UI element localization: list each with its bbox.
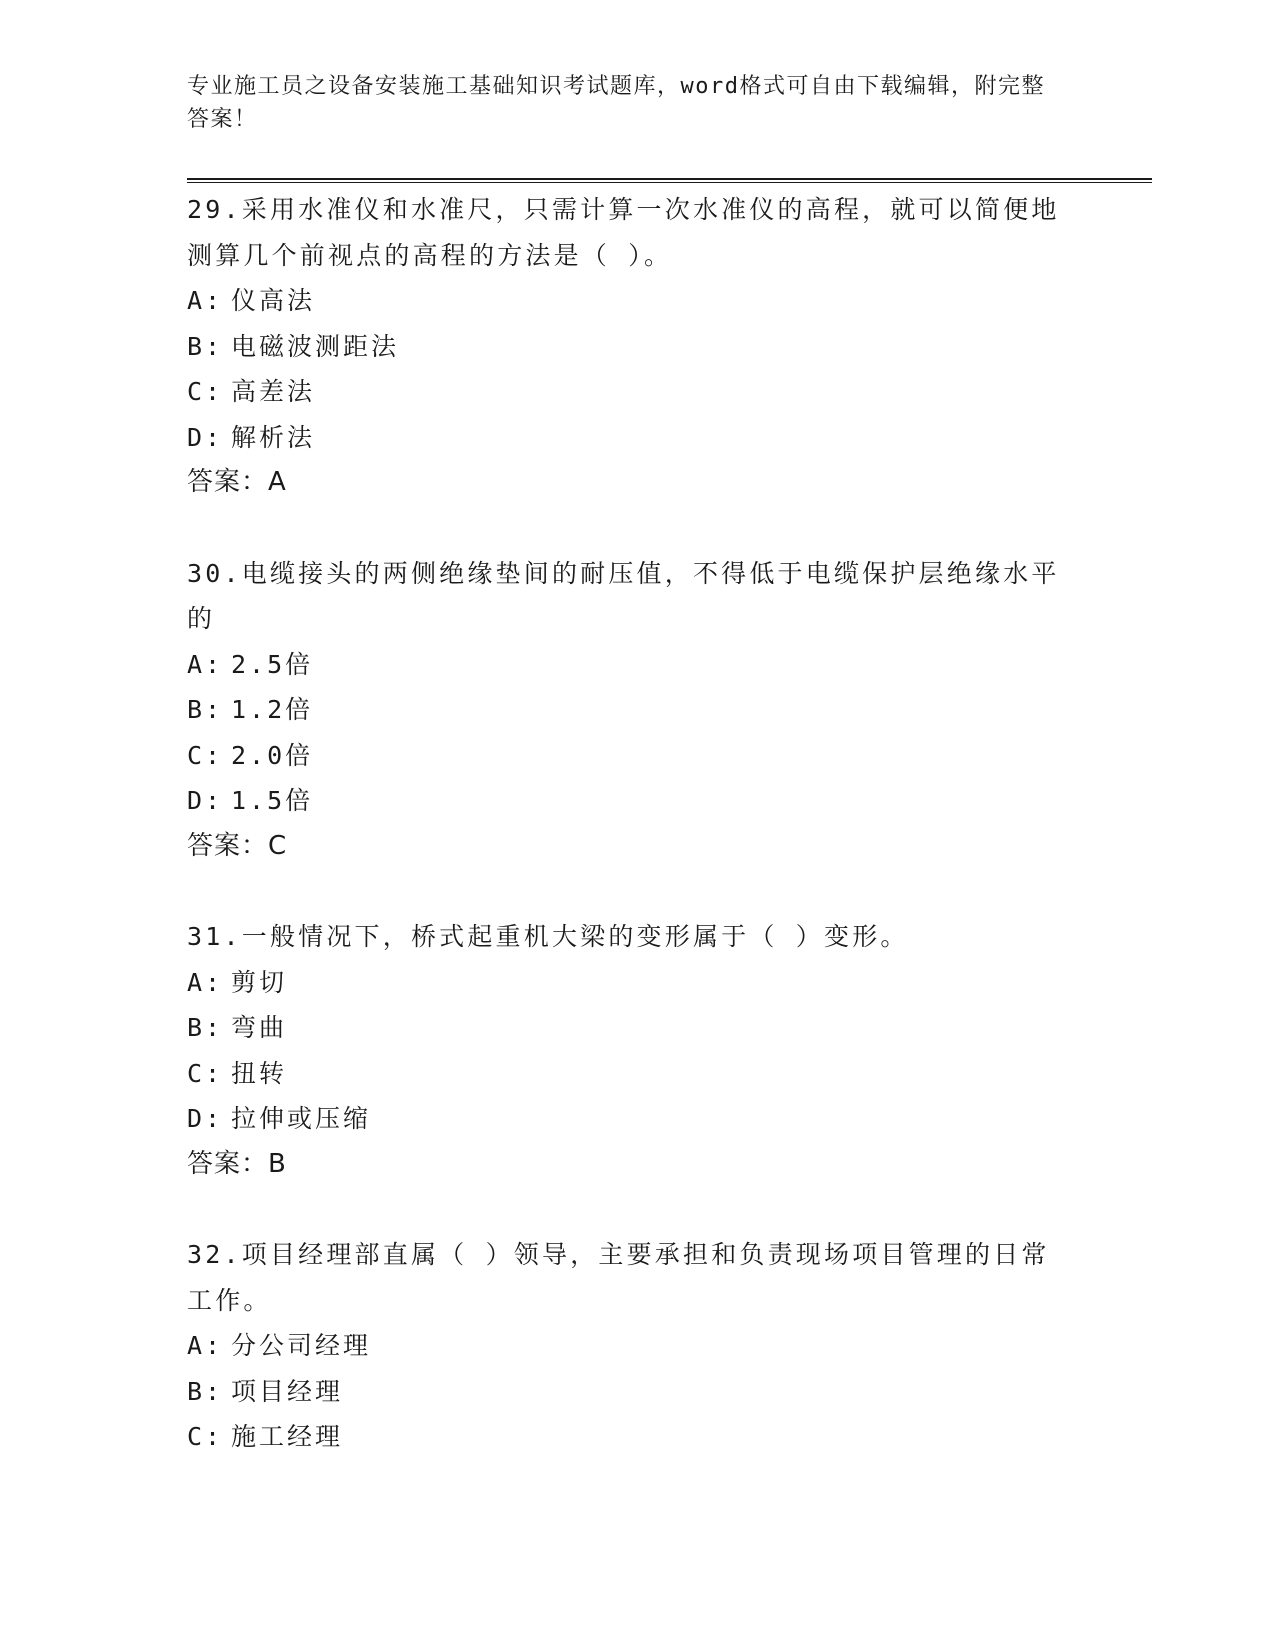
option-c: [187, 369, 1087, 415]
option-text: 电磁波测距法: [231, 331, 400, 361]
option-a: [187, 960, 1087, 1006]
option-key: C:: [187, 1058, 224, 1088]
option-text: 拉伸或压缩: [231, 1104, 372, 1133]
answer-line: 答案：A: [187, 467, 287, 497]
option-text: 1.5倍: [231, 786, 314, 815]
question-text: 29.采用水准仪和水准尺，只需计算一次水准仪的高程，就可以简便地测算几个前视点的高程的方法是（ ）。: [187, 195, 1060, 270]
option-d: [187, 778, 1087, 824]
option-d: [187, 1096, 1087, 1142]
question-text: 31.一般情况下，桥式起重机大梁的变形属于（ ）变形。: [187, 922, 909, 951]
answer-line: 答案：B: [187, 1148, 287, 1179]
option-text: 2.5倍: [231, 649, 314, 679]
document-header: 专业施工员之设备安装施工基础知识考试题库，word格式可自由下载编辑，附完整答案！: [187, 74, 1045, 132]
option-text: 解析法: [231, 422, 316, 452]
option-key: A:: [187, 1331, 224, 1360]
option-key: B:: [187, 331, 224, 361]
option-text: 高差法: [231, 377, 316, 406]
option-key: B:: [187, 1013, 224, 1042]
question-31: [187, 914, 1087, 1187]
option-c: [187, 1051, 1087, 1097]
option-key: A:: [187, 649, 224, 679]
option-key: C:: [187, 740, 224, 770]
question-text: 30.电缆接头的两侧绝缘垫间的耐压值，不得低于电缆保护层绝缘水平的: [187, 558, 1060, 633]
option-text: 施工经理: [231, 1422, 344, 1451]
spacer: [187, 869, 1087, 914]
header-divider: [187, 178, 1152, 183]
option-key: B:: [187, 1376, 224, 1406]
option-key: C:: [187, 1422, 224, 1451]
option-b: [187, 324, 1087, 370]
option-key: D:: [187, 786, 224, 815]
option-a: [187, 642, 1087, 688]
option-c: [187, 733, 1087, 779]
option-key: A:: [187, 967, 224, 997]
option-text: 2.0倍: [231, 740, 314, 770]
answer-line: 答案：C: [187, 830, 288, 861]
option-a: [187, 278, 1087, 324]
spacer: [187, 1187, 1087, 1232]
option-text: 项目经理: [231, 1376, 344, 1406]
option-text: 分公司经理: [231, 1331, 372, 1360]
option-key: D:: [187, 1104, 224, 1133]
option-key: A:: [187, 286, 224, 315]
option-b: [187, 687, 1087, 733]
option-text: 弯曲: [231, 1013, 288, 1042]
option-text: 扭转: [231, 1058, 288, 1088]
option-a: [187, 1323, 1087, 1369]
question-list: [187, 187, 1087, 1460]
question-30: [187, 551, 1087, 870]
option-text: 1.2倍: [231, 695, 314, 724]
question-29: [187, 187, 1087, 506]
option-c: [187, 1414, 1087, 1460]
option-b: [187, 1005, 1087, 1051]
spacer: [187, 506, 1087, 551]
option-b: [187, 1369, 1087, 1415]
question-32: [187, 1232, 1087, 1460]
option-key: B:: [187, 695, 224, 724]
option-d: [187, 415, 1087, 461]
option-key: D:: [187, 422, 224, 452]
option-text: 剪切: [231, 967, 288, 997]
option-text: 仪高法: [231, 286, 316, 315]
option-key: C:: [187, 377, 224, 406]
question-text: 32.项目经理部直属（ ）领导，主要承担和负责现场项目管理的日常工作。: [187, 1240, 1050, 1315]
